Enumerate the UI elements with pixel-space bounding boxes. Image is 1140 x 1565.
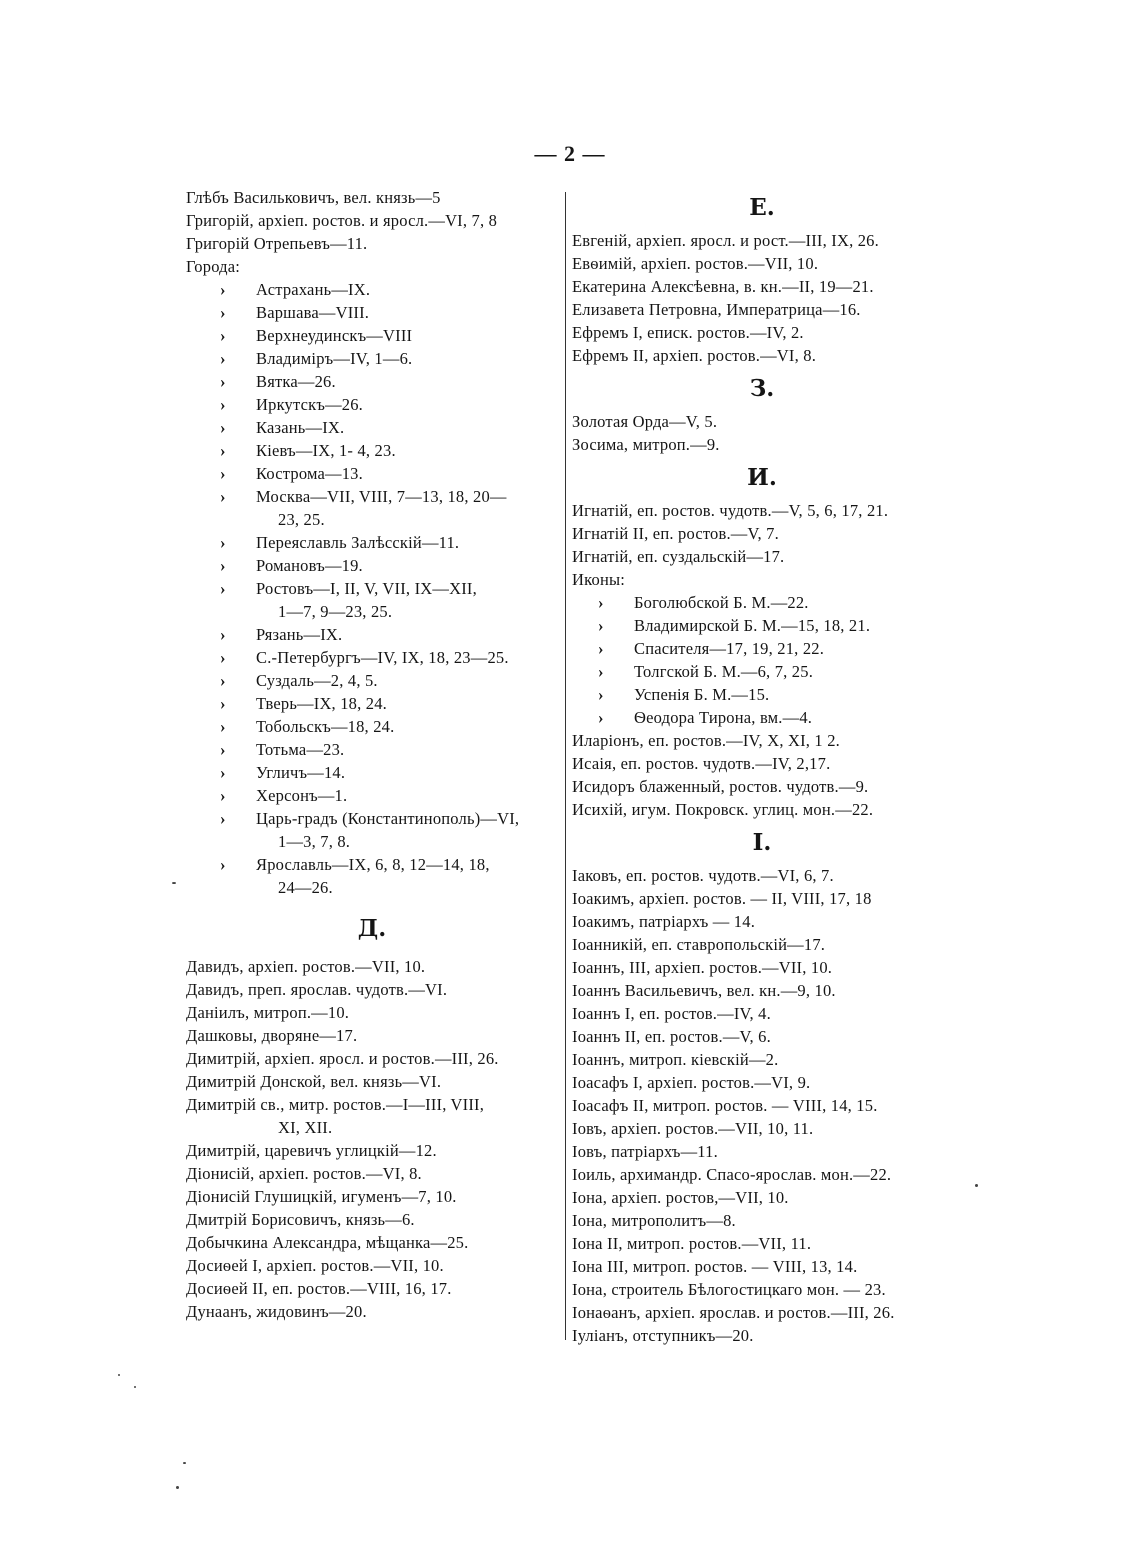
index-entry: Іоаннъ I, еп. ростов.—IV, 4.	[572, 1004, 771, 1023]
city-entry: › Рязань—IX.	[220, 625, 343, 644]
entry-list-i	[572, 499, 952, 591]
bullet-icon: ›	[220, 579, 226, 598]
index-entry: Зосима, митроп.—9.	[572, 435, 720, 454]
section-heading-z: З.	[749, 375, 775, 402]
city-entry: › С.-Петербургъ—IV, IX, 18, 23—25.	[220, 648, 509, 667]
bullet-icon: ›	[220, 464, 226, 483]
index-entry: Іона, строитель Бѣлогостицкаго мон. — 23.	[572, 1280, 886, 1299]
bullet-icon: ›	[220, 717, 226, 736]
page-number: — 2 —	[534, 141, 606, 166]
index-entry: Исидоръ блаженный, ростов. чудотв.—9.	[572, 777, 869, 796]
bullet-icon: ›	[598, 708, 604, 727]
icons-list	[572, 591, 952, 729]
index-entry: Елизавета Петровна, Императрица—16.	[572, 300, 861, 319]
index-entry: Глѣбъ Васильковичъ, вел. князь—5	[186, 188, 441, 207]
icon-entry: › Успенія Б. М.—15.	[598, 685, 770, 704]
index-entry: Іоанникій, еп. ставропольскій—17.	[572, 935, 826, 954]
entry-list-e	[572, 229, 952, 367]
index-entry: Дашковы, дворяне—17.	[186, 1026, 358, 1045]
index-entry-continuation: XI, XII.	[278, 1118, 333, 1137]
icon-entry: › Ѳеодора Тирона, вм.—4.	[598, 708, 813, 727]
scan-speck	[118, 1374, 120, 1376]
index-entry: Іоиль, архимандр. Спасо-ярослав. мон.—22.	[572, 1165, 892, 1184]
city-entry: › Угличъ—14.	[220, 763, 346, 782]
index-entry: Іоаннъ, III, архіеп. ростов.—VII, 10.	[572, 958, 833, 977]
bullet-icon: ›	[220, 671, 226, 690]
city-entry-continuation: 24—26.	[278, 878, 333, 897]
section-heading-ii: І.	[752, 829, 772, 856]
city-entry: › Тобольскъ—18, 24.	[220, 717, 395, 736]
scan-speck	[172, 882, 176, 884]
bullet-icon: ›	[220, 809, 226, 828]
index-entry: Исихій, игум. Покровск. углиц. мон.—22.	[572, 800, 874, 819]
bullet-icon: ›	[220, 395, 226, 414]
section-heading-d: Д.	[357, 915, 387, 942]
index-entry: Григорій Отрепьевъ—11.	[186, 234, 368, 253]
index-entry: Димитрій, архіеп. яросл. и ростов.—III, 26.	[186, 1049, 499, 1068]
city-entry: › Переяславль Залѣсскій—11.	[220, 533, 460, 552]
bullet-icon: ›	[220, 418, 226, 437]
section-heading-i: И.	[747, 464, 777, 491]
index-entry: Дмитрій Борисовичъ, князь—6.	[186, 1210, 415, 1229]
index-entry: Іоаннъ Васильевичъ, вел. кн.—9, 10.	[572, 981, 836, 1000]
bullet-icon: ›	[220, 648, 226, 667]
bullet-icon: ›	[220, 556, 226, 575]
bullet-icon: ›	[220, 487, 226, 506]
city-entry-continuation: 1—3, 7, 8.	[278, 832, 351, 851]
index-entry: Исаія, еп. ростов. чудотв.—IV, 2,17.	[572, 754, 831, 773]
index-entry: Игнатій, еп. ростов. чудотв.—V, 5, 6, 17, 21.	[572, 501, 889, 520]
index-entry: Іаковъ, еп. ростов. чудотв.—VI, 6, 7.	[572, 866, 834, 885]
index-entry: Досиѳей II, еп. ростов.—VIII, 16, 17.	[186, 1279, 452, 1298]
bullet-icon: ›	[220, 280, 226, 299]
city-entry: › Астрахань—IX.	[220, 280, 371, 299]
index-entry: Игнатій, еп. суздальскій—17.	[572, 547, 785, 566]
bullet-icon: ›	[220, 763, 226, 782]
index-entry: Даніилъ, митроп.—10.	[186, 1003, 350, 1022]
entry-list-d	[186, 955, 558, 1323]
index-entry: Игнатій II, еп. ростов.—V, 7.	[572, 524, 779, 543]
index-entry: Димитрій Донской, вел. князь—VI.	[186, 1072, 442, 1091]
city-entry: › Тотьма—23.	[220, 740, 345, 759]
index-entry: Дунаанъ, жидовинъ—20.	[186, 1302, 367, 1321]
icon-entry: › Боголюбской Б. М.—22.	[598, 593, 809, 612]
icon-entry: › Толгской Б. М.—6, 7, 25.	[598, 662, 814, 681]
index-entry: Золотая Орда—V, 5.	[572, 412, 718, 431]
index-entry: Діонисій, архіеп. ростов.—VI, 8.	[186, 1164, 422, 1183]
icon-entry: › Спасителя—17, 19, 21, 22.	[598, 639, 825, 658]
bullet-icon: ›	[220, 349, 226, 368]
bullet-icon: ›	[598, 662, 604, 681]
column-divider	[565, 192, 566, 1340]
index-entry: Діонисій Глушицкій, игуменъ—7, 10.	[186, 1187, 457, 1206]
city-entry: › Владиміръ—IV, 1—6.	[220, 349, 413, 368]
bullet-icon: ›	[598, 616, 604, 635]
bullet-icon: ›	[598, 685, 604, 704]
index-entry: Іовъ, патріархъ—11.	[572, 1142, 718, 1161]
bullet-icon: ›	[220, 441, 226, 460]
index-entry: Іоасафъ II, митроп. ростов. — VIII, 14, 15.	[572, 1096, 878, 1115]
index-entry: Григорій, архіеп. ростов. и яросл.—VI, 7, 8	[186, 211, 498, 230]
bullet-icon: ›	[598, 593, 604, 612]
index-entry: Іоаннъ, митроп. кіевскій—2.	[572, 1050, 779, 1069]
index-entry: Ефремъ I, еписк. ростов.—IV, 2.	[572, 323, 804, 342]
city-entry-continuation: 23, 25.	[278, 510, 325, 529]
city-entry: › Казань—IX.	[220, 418, 345, 437]
index-entry: Іуліанъ, отступникъ—20.	[572, 1326, 754, 1345]
scan-speck	[176, 1486, 179, 1489]
city-entry-continuation: 1—7, 9—23, 25.	[278, 602, 393, 621]
city-entry: › Ярославль—IX, 6, 8, 12—14, 18,	[220, 855, 490, 874]
index-entry: Іовъ, архіеп. ростов.—VII, 10, 11.	[572, 1119, 814, 1138]
bullet-icon: ›	[220, 855, 226, 874]
icon-entry: › Владимирской Б. М.—15, 18, 21.	[598, 616, 871, 635]
scan-speck	[975, 1184, 978, 1187]
cities-list	[186, 278, 558, 899]
index-entry: Іона II, митроп. ростов.—VII, 11.	[572, 1234, 812, 1253]
index-entry: Досиѳей I, архіеп. ростов.—VII, 10.	[186, 1256, 444, 1275]
city-entry: › Кіевъ—IX, 1- 4, 23.	[220, 441, 396, 460]
entry-list-top	[186, 186, 558, 278]
index-entry: Іонаѳанъ, архіеп. ярослав. и ростов.—III, 26.	[572, 1303, 895, 1322]
entry-list-ii	[572, 864, 952, 1347]
city-entry: › Варшава—VIII.	[220, 303, 370, 322]
entry-list-z	[572, 410, 952, 456]
index-entry: Давидъ, архіеп. ростов.—VII, 10.	[186, 957, 426, 976]
section-heading-e: Е.	[749, 194, 775, 221]
city-entry: › Вятка—26.	[220, 372, 336, 391]
index-entry: Іоаннъ II, еп. ростов.—V, 6.	[572, 1027, 771, 1046]
index-entry: Димитрій св., митр. ростов.—I—III, VIII,	[186, 1095, 485, 1114]
scan-speck	[183, 1462, 186, 1464]
city-entry: › Суздаль—2, 4, 5.	[220, 671, 378, 690]
bullet-icon: ›	[220, 740, 226, 759]
city-entry: › Царь-градъ (Константинополь)—VI,	[220, 809, 520, 828]
city-entry: › Иркутскъ—26.	[220, 395, 364, 414]
index-entry: Іоакимъ, патріархъ — 14.	[572, 912, 756, 931]
bullet-icon: ›	[220, 625, 226, 644]
index-entry: Іона, митрополитъ—8.	[572, 1211, 736, 1230]
index-entry: Екатерина Алексѣевна, в. кн.—II, 19—21.	[572, 277, 874, 296]
bullet-icon: ›	[220, 533, 226, 552]
index-entry: Евгеній, архіеп. яросл. и рост.—III, IX, 26.	[572, 231, 879, 250]
index-entry: Давидъ, преп. ярослав. чудотв.—VI.	[186, 980, 448, 999]
index-entry: Иларіонъ, еп. ростов.—IV, X, XI, 1 2.	[572, 731, 840, 750]
index-entry: Евѳимій, архіеп. ростов.—VII, 10.	[572, 254, 819, 273]
index-entry: Иконы:	[572, 570, 626, 589]
index-entry: Города:	[186, 257, 241, 276]
index-entry: Іона III, митроп. ростов. — VIII, 13, 14.	[572, 1257, 858, 1276]
index-entry: Добычкина Александра, мѣщанка—25.	[186, 1233, 469, 1252]
city-entry: › Кострома—13.	[220, 464, 363, 483]
city-entry: › Верхнеудинскъ—VIII	[220, 326, 413, 345]
bullet-icon: ›	[220, 303, 226, 322]
bullet-icon: ›	[220, 786, 226, 805]
entry-list-i-bottom	[572, 729, 952, 821]
city-entry: › Херсонъ—1.	[220, 786, 348, 805]
right-column	[572, 186, 952, 1347]
left-column	[186, 186, 558, 1323]
city-entry: › Москва—VII, VIII, 7—13, 18, 20—	[220, 487, 507, 506]
scan-speck	[134, 1386, 136, 1388]
bullet-icon: ›	[220, 326, 226, 345]
index-entry: Ефремъ II, архіеп. ростов.—VI, 8.	[572, 346, 817, 365]
bullet-icon: ›	[598, 639, 604, 658]
city-entry: › Ростовъ—I, II, V, VII, IX—XII,	[220, 579, 477, 598]
index-entry: Іона, архіеп. ростов,—VII, 10.	[572, 1188, 789, 1207]
bullet-icon: ›	[220, 694, 226, 713]
index-entry: Димитрій, царевичъ углицкій—12.	[186, 1141, 437, 1160]
city-entry: › Романовъ—19.	[220, 556, 363, 575]
city-entry: › Тверь—IX, 18, 24.	[220, 694, 387, 713]
index-entry: Іоакимъ, архіеп. ростов. — II, VIII, 17, 18	[572, 889, 872, 908]
bullet-icon: ›	[220, 372, 226, 391]
index-entry: Іоасафъ I, архіеп. ростов.—VI, 9.	[572, 1073, 811, 1092]
